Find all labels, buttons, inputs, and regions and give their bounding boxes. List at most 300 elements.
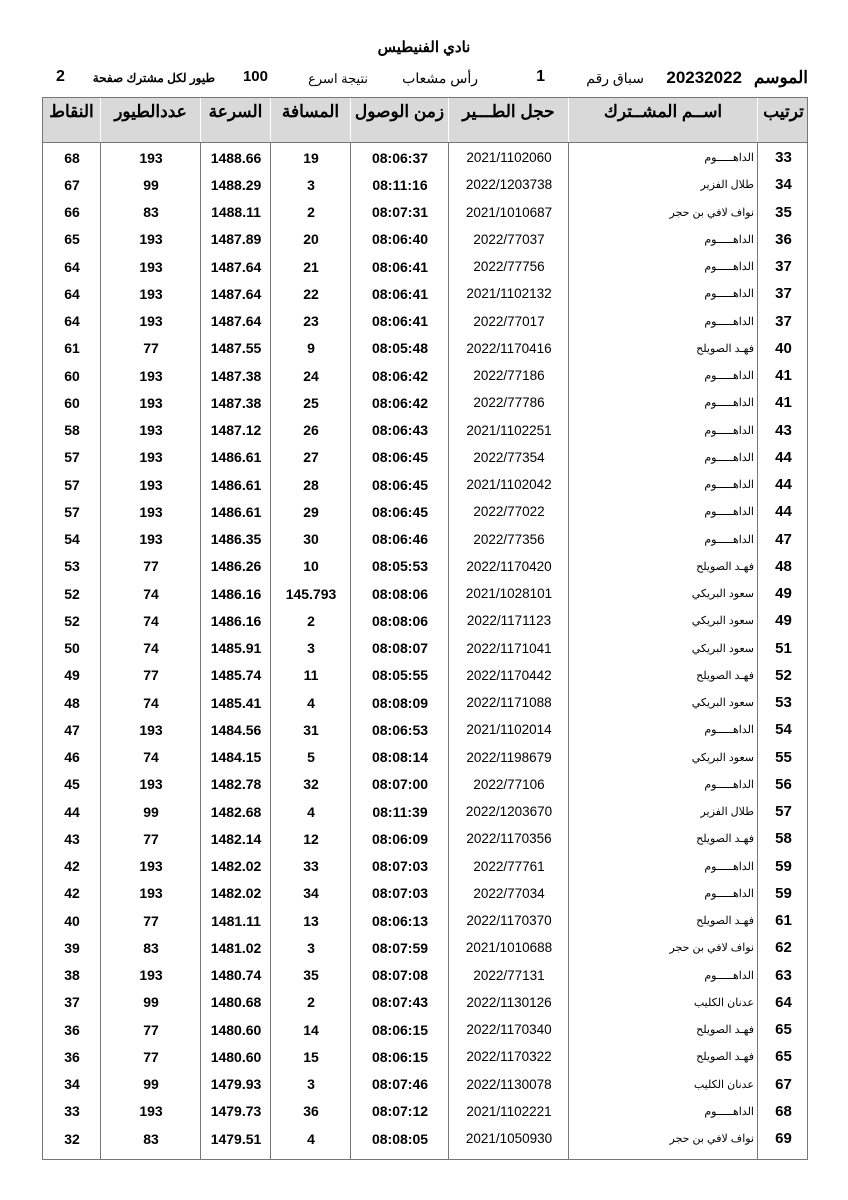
points-cell: 34 [64,1076,80,1093]
distance-cell: 10 [303,558,319,575]
count-cell: 193 [139,776,163,793]
count-cell: 77 [143,1021,159,1038]
ring-cell: 2022/1171123 [466,613,552,629]
points-cell: 42 [64,885,80,902]
speed-cell: 1486.16 [210,612,262,629]
points-cell: 57 [64,503,80,520]
rank-cell: 61 [775,912,792,930]
points-cell: 42 [64,858,80,875]
count-cell: 74 [143,640,159,657]
points-cell: 37 [64,994,80,1011]
time-cell: 08:06:42 [371,367,429,384]
points-cell: 54 [64,531,80,548]
points-cell: 67 [64,176,80,193]
points-cell: 53 [64,558,80,575]
name-cell: سعود البريكي [691,615,754,628]
points-cell: 61 [64,340,80,357]
count-cell: 77 [143,1048,159,1065]
ring-cell: 2022/77106 [473,776,545,792]
speed-cell: 1487.55 [210,340,262,357]
count-cell: 193 [139,367,163,384]
rank-cell: 43 [775,421,792,439]
distance-cell: 3 [307,1076,315,1093]
table-row [43,716,807,743]
name-cell: عدنان الكليب [693,1078,754,1091]
time-cell: 08:06:15 [371,1048,429,1065]
distance-cell: 33 [303,858,319,875]
points-cell: 48 [64,694,80,711]
name-cell: الداهـــــوم [704,315,754,328]
points-cell: 32 [64,1130,80,1147]
rank-cell: 41 [775,394,792,412]
rank-cell: 40 [775,339,792,357]
speed-cell: 1486.26 [210,558,262,575]
table-row [43,226,807,253]
distance-cell: 4 [307,1130,315,1147]
time-cell: 08:08:06 [371,585,429,602]
table-row [43,907,807,934]
count-cell: 77 [143,558,159,575]
name-cell: الداهـــــوم [704,233,754,246]
name-cell: سعود البريكي [691,751,754,764]
col-points: النقاط [43,98,101,142]
count-cell: 193 [139,313,163,330]
time-cell: 08:06:41 [371,258,429,275]
count-cell: 77 [143,830,159,847]
ring-cell: 2022/77034 [473,885,545,901]
speed-cell: 1486.61 [210,476,262,493]
count-cell: 193 [139,149,163,166]
table-body [43,143,807,1152]
table-row [43,1125,807,1152]
ring-cell: 2021/1102060 [466,150,552,166]
points-cell: 57 [64,476,80,493]
distance-cell: 9 [307,340,315,357]
points-cell: 49 [64,667,80,684]
ring-cell: 2022/1170370 [466,913,552,929]
table-row [43,962,807,989]
time-cell: 08:08:14 [371,749,429,766]
table-row [43,825,807,852]
table-row [43,1016,807,1043]
table-row [43,417,807,444]
name-cell: فهـد الصويلح [696,1024,754,1037]
ring-cell: 2022/1170322 [466,1049,552,1065]
count-cell: 193 [139,285,163,302]
speed-cell: 1479.93 [210,1076,262,1093]
points-cell: 68 [64,149,80,166]
ring-cell: 2021/1028101 [465,586,553,602]
time-cell: 08:07:03 [371,858,429,875]
speed-cell: 1480.68 [210,994,262,1011]
points-cell: 64 [64,313,80,330]
table-row [43,635,807,662]
points-cell: 65 [64,231,80,248]
points-cell: 64 [64,285,80,302]
table-row [43,607,807,634]
table-row [43,444,807,471]
count-cell: 74 [143,694,159,711]
distance-cell: 4 [307,803,315,820]
time-cell: 08:07:43 [371,994,429,1011]
points-cell: 60 [64,394,80,411]
table-row [43,253,807,280]
distance-cell: 25 [303,394,319,411]
rank-cell: 44 [775,448,792,466]
time-cell: 08:08:09 [371,694,429,711]
rank-cell: 56 [775,775,792,793]
ring-cell: 2022/1170356 [466,831,552,847]
speed-cell: 1486.61 [210,449,262,466]
rank-cell: 49 [775,585,792,603]
distance-cell: 24 [303,367,319,384]
speed-cell: 1482.02 [210,885,262,902]
time-cell: 08:06:41 [371,313,429,330]
name-cell: الداهـــــوم [704,860,754,873]
speed-cell: 1484.56 [210,721,262,738]
ring-cell: 2021/1102042 [466,477,552,493]
time-cell: 08:06:40 [371,231,429,248]
name-cell: سعود البريكي [691,588,754,601]
ring-cell: 2022/1130078 [466,1076,552,1092]
speed-cell: 1487.89 [210,231,262,248]
time-cell: 08:06:15 [371,1021,429,1038]
distance-cell: 36 [303,1103,319,1120]
time-cell: 08:06:13 [371,912,429,929]
name-cell: فهـد الصويلح [696,342,754,355]
col-name: اســم المشــترك [569,98,758,142]
col-time: زمن الوصول [351,98,449,142]
table-row [43,771,807,798]
speed-cell: 1480.60 [210,1021,262,1038]
page-number: 2 [56,68,65,85]
rank-cell: 62 [775,939,792,957]
results-table [42,97,808,1160]
count-cell: 193 [139,476,163,493]
name-cell: الداهـــــوم [704,778,754,791]
speed-cell: 1487.64 [210,313,262,330]
points-cell: 60 [64,367,80,384]
speed-cell: 1479.73 [210,1103,262,1120]
points-cell: 45 [64,776,80,793]
ring-cell: 2022/1171041 [466,640,552,656]
rank-cell: 68 [775,1102,792,1120]
time-cell: 08:07:12 [371,1103,429,1120]
rank-cell: 44 [775,503,792,521]
distance-cell: 31 [303,721,319,738]
points-cell: 58 [64,422,80,439]
points-cell: 39 [64,939,80,956]
time-cell: 08:06:46 [371,531,429,548]
count-cell: 193 [139,449,163,466]
ring-cell: 2021/1102132 [466,286,552,302]
rank-cell: 33 [775,149,792,167]
table-row [43,144,807,171]
time-cell: 08:07:46 [371,1076,429,1093]
table-row [43,1098,807,1125]
count-cell: 74 [143,585,159,602]
count-cell: 193 [139,231,163,248]
ring-cell: 2021/1010688 [465,940,553,956]
distance-cell: 3 [307,939,315,956]
speed-cell: 1487.12 [210,422,262,439]
name-cell: نواف لافي بن حجر [669,942,754,955]
name-cell: الداهـــــوم [704,424,754,437]
count-cell: 193 [139,1103,163,1120]
count-cell: 193 [139,258,163,275]
col-distance: المسافة [271,98,351,142]
points-cell: 40 [64,912,80,929]
col-count: عددالطيور [101,98,201,142]
rank-cell: 63 [775,966,792,984]
distance-cell: 5 [307,749,315,766]
ring-cell: 2022/1198679 [466,749,552,765]
count-cell: 74 [143,612,159,629]
time-cell: 08:06:41 [371,285,429,302]
time-cell: 08:07:59 [371,939,429,956]
ring-cell: 2021/1102221 [466,1103,552,1119]
name-cell: فهـد الصويلح [696,669,754,682]
name-cell: الداهـــــوم [704,506,754,519]
ring-cell: 2022/1170340 [466,1022,552,1038]
count-cell: 99 [143,176,159,193]
name-cell: الداهـــــوم [704,397,754,410]
time-cell: 08:05:48 [371,340,429,357]
points-cell: 46 [64,749,80,766]
time-cell: 08:07:00 [371,776,429,793]
name-cell: فهـد الصويلح [696,833,754,846]
table-row [43,1071,807,1098]
count-cell: 83 [143,939,159,956]
result-label: نتيجة اسرع [308,71,368,86]
speed-cell: 1480.60 [210,1048,262,1065]
time-cell: 08:06:45 [371,476,429,493]
table-row [43,280,807,307]
name-cell: سعود البريكي [691,642,754,655]
time-cell: 08:07:31 [371,204,429,221]
location: رأس مشعاب [402,70,478,86]
distance-cell: 19 [303,149,319,166]
time-cell: 08:06:42 [371,394,429,411]
count-cell: 193 [139,503,163,520]
ring-cell: 2022/77356 [473,531,545,547]
time-cell: 08:08:05 [371,1130,429,1147]
points-cell: 50 [64,640,80,657]
speed-cell: 1485.74 [210,667,262,684]
season-value: 20232022 [666,68,742,87]
count-cell: 193 [139,858,163,875]
count-cell: 193 [139,967,163,984]
rank-cell: 41 [775,367,792,385]
distance-cell: 32 [303,776,319,793]
count-cell: 77 [143,667,159,684]
table-row [43,335,807,362]
col-ring: حجل الطـــير [449,98,569,142]
table-row [43,471,807,498]
time-cell: 08:11:39 [372,803,428,820]
race-label: سباق رقم [586,70,644,86]
distance-cell: 13 [303,912,319,929]
speed-cell: 1487.64 [210,285,262,302]
table-row [43,171,807,198]
table-row [43,662,807,689]
table-row [43,580,807,607]
distance-cell: 145.793 [285,585,337,602]
time-cell: 08:05:53 [371,558,429,575]
ring-cell: 2022/77131 [473,967,545,983]
rank-cell: 37 [775,312,792,330]
count-cell: 74 [143,749,159,766]
name-cell: فهـد الصويلح [696,915,754,928]
table-row [43,526,807,553]
name-cell: نواف لافي بن حجر [669,1133,754,1146]
count-cell: 193 [139,885,163,902]
table-row [43,798,807,825]
rank-cell: 36 [775,230,792,248]
ring-cell: 2021/1102251 [466,422,552,438]
speed-cell: 1482.14 [210,830,262,847]
table-row [43,389,807,416]
rank-cell: 55 [775,748,792,766]
distance-cell: 3 [307,640,315,657]
time-cell: 08:06:37 [371,149,429,166]
speed-cell: 1482.02 [210,858,262,875]
distance-cell: 12 [303,830,319,847]
speed-cell: 1487.38 [210,367,262,384]
count-cell: 193 [139,721,163,738]
rank-cell: 58 [775,830,792,848]
speed-cell: 1481.11 [211,912,261,929]
name-cell: الداهـــــوم [704,451,754,464]
count-cell: 77 [143,340,159,357]
ring-cell: 2022/1170416 [466,340,552,356]
ring-cell: 2022/77037 [473,231,545,247]
speed-cell: 1486.16 [210,585,262,602]
speed-cell: 1486.61 [210,503,262,520]
count-cell: 83 [143,204,159,221]
distance-cell: 2 [307,204,315,221]
rank-cell: 37 [775,285,792,303]
distance-cell: 29 [303,503,319,520]
name-cell: الداهـــــوم [704,724,754,737]
distance-cell: 35 [303,967,319,984]
ring-cell: 2022/77017 [473,313,545,329]
rank-cell: 67 [775,1075,792,1093]
distance-cell: 30 [303,531,319,548]
distance-cell: 23 [303,313,319,330]
name-cell: الداهـــــوم [704,288,754,301]
time-cell: 08:06:53 [371,721,429,738]
rank-cell: 59 [775,884,792,902]
points-cell: 64 [64,258,80,275]
table-row [43,853,807,880]
distance-cell: 4 [307,694,315,711]
rank-cell: 65 [775,1048,792,1066]
distance-cell: 2 [307,994,315,1011]
ring-cell: 2022/77186 [473,368,545,384]
ring-cell: 2021/1050930 [465,1131,553,1147]
ring-cell: 2022/77786 [473,395,545,411]
ring-cell: 2022/1130126 [466,994,552,1010]
ring-cell: 2022/77756 [473,259,545,275]
rank-cell: 35 [775,203,792,221]
time-cell: 08:11:16 [372,176,428,193]
points-cell: 38 [64,967,80,984]
ring-cell: 2022/1171088 [466,695,552,711]
name-cell: نواف لافي بن حجر [669,206,754,219]
points-cell: 36 [64,1021,80,1038]
speed-cell: 1485.91 [210,640,262,657]
time-cell: 08:08:06 [371,612,429,629]
name-cell: سعود البريكي [691,697,754,710]
rank-cell: 37 [775,258,792,276]
result-count: 100 [242,68,268,85]
name-cell: عدنان الكليب [693,996,754,1009]
name-cell: طلال الفزير [700,806,754,819]
points-cell: 47 [64,721,80,738]
ring-cell: 2022/77354 [473,449,545,465]
per-label: طيور لكل مشترك صفحة [92,71,215,85]
ring-cell: 2022/1203738 [465,177,553,193]
count-cell: 193 [139,394,163,411]
table-row [43,744,807,771]
ring-cell: 2022/1203670 [465,804,553,820]
points-cell: 43 [64,830,80,847]
points-cell: 52 [64,612,80,629]
name-cell: فهـد الصويلح [696,560,754,573]
count-cell: 83 [143,1130,159,1147]
rank-cell: 64 [775,993,792,1011]
time-cell: 08:06:45 [371,503,429,520]
speed-cell: 1482.78 [210,776,262,793]
ring-cell: 2022/1170442 [466,667,552,683]
table-row [43,989,807,1016]
points-cell: 33 [64,1103,80,1120]
speed-cell: 1482.68 [210,803,262,820]
table-row [43,553,807,580]
points-cell: 57 [64,449,80,466]
name-cell: الداهـــــوم [704,370,754,383]
rank-cell: 57 [775,803,792,821]
rank-cell: 51 [775,639,792,657]
speed-cell: 1484.15 [210,749,262,766]
name-cell: فهـد الصويلح [696,1051,754,1064]
name-cell: الداهـــــوم [704,261,754,274]
distance-cell: 22 [303,285,319,302]
speed-cell: 1481.02 [210,939,262,956]
speed-cell: 1487.64 [210,258,262,275]
table-row [43,1043,807,1070]
speed-cell: 1488.29 [210,176,262,193]
count-cell: 99 [143,803,159,820]
name-cell: طلال الفزير [700,179,754,192]
speed-cell: 1488.11 [211,204,261,221]
distance-cell: 11 [303,667,319,684]
distance-cell: 3 [307,176,315,193]
distance-cell: 14 [303,1021,319,1038]
rank-cell: 52 [775,666,792,684]
time-cell: 08:05:55 [371,667,429,684]
name-cell: الداهـــــوم [704,479,754,492]
distance-cell: 28 [303,476,319,493]
name-cell: الداهـــــوم [704,969,754,982]
table-row [43,689,807,716]
distance-cell: 20 [303,231,319,248]
race-number: 1 [536,68,545,85]
time-cell: 08:06:43 [371,422,429,439]
points-cell: 66 [64,204,80,221]
ring-cell: 2021/1102014 [466,722,552,738]
